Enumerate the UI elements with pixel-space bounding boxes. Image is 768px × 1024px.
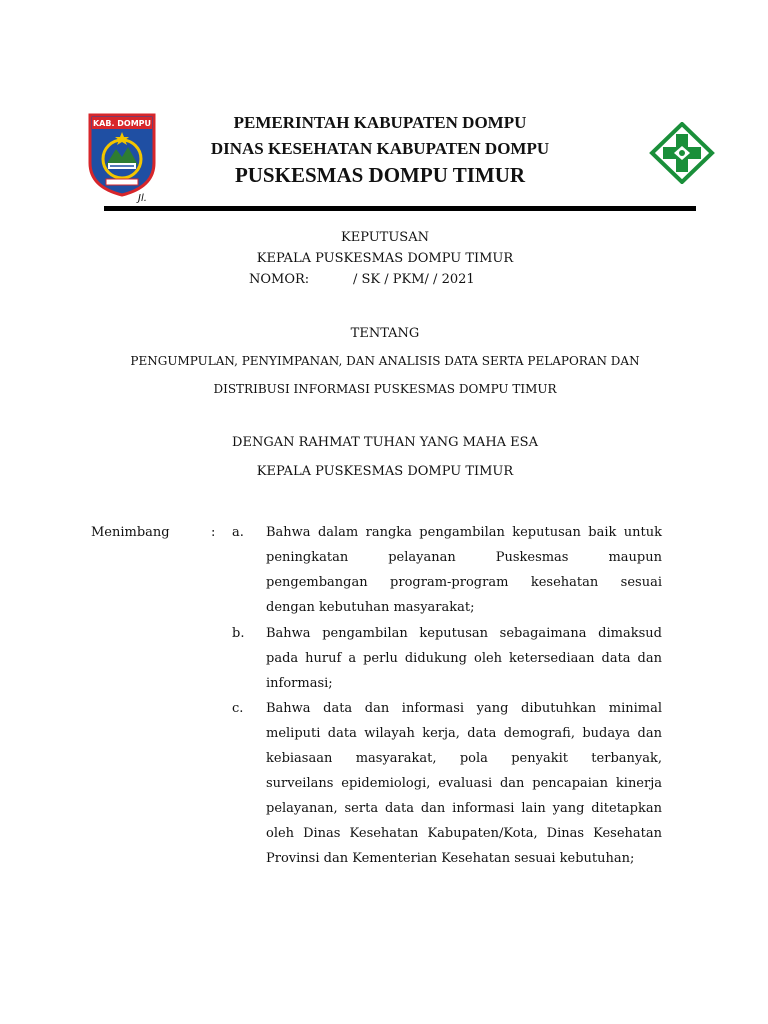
svg-text:KAB. DOMPU: KAB. DOMPU xyxy=(92,119,152,128)
invocation: DENGAN RAHMAT TUHAN YANG MAHA ESA xyxy=(232,435,538,450)
decree-issuer: KEPALA PUSKESMAS DOMPU TIMUR xyxy=(256,251,514,266)
issuer-repeat: KEPALA PUSKESMAS DOMPU TIMUR xyxy=(256,464,514,479)
item-c-letter: c. xyxy=(232,701,244,716)
government-title: PEMERINTAH KABUPATEN DOMPU xyxy=(233,113,527,132)
item-b-line: Bahwa pengambilan keputusan sebagaimana dimaksud xyxy=(266,626,662,641)
puskesmas-title: PUSKESMAS DOMPU TIMUR xyxy=(234,163,526,187)
decree-number-value: / SK / PKM/ / 2021 xyxy=(353,272,475,287)
item-c-line: oleh Dinas Kesehatan Kabupaten/Kota, Dinas Kesehatan xyxy=(266,826,662,841)
subject-line-1: PENGUMPULAN, PENYIMPANAN, DAN ANALISIS DATA SERTA PELAPORAN DAN xyxy=(130,354,640,368)
item-c-line: meliputi data wilayah kerja, data demografi, budaya dan xyxy=(266,726,662,741)
tentang-heading: TENTANG xyxy=(350,326,420,341)
menimbang-colon: : xyxy=(211,525,216,540)
address-note: Jl. xyxy=(138,193,147,204)
menimbang-label: Menimbang xyxy=(91,525,170,540)
item-a-line: Bahwa dalam rangka pengambilan keputusan baik untuk xyxy=(266,525,662,540)
item-b-letter: b. xyxy=(232,626,245,641)
item-b-line: informasi; xyxy=(266,676,333,691)
item-a-line: peningkatan pelayanan Puskesmas maupun xyxy=(266,550,662,565)
item-b-line: pada huruf a perlu didukung oleh ketersediaan data dan xyxy=(266,651,662,666)
decree-number-label: NOMOR: xyxy=(249,272,310,287)
item-c-line: Bahwa data dan informasi yang dibutuhkan minimal xyxy=(266,701,662,716)
item-a-line: dengan kebutuhan masyarakat; xyxy=(266,600,475,615)
item-c-line: pelayanan, serta data dan informasi lain yang ditetapkan xyxy=(266,801,662,816)
decree-number-row xyxy=(249,272,475,287)
item-a-line: pengembangan program-program kesehatan sesuai xyxy=(266,575,662,590)
item-c-line: kebiasaan masyarakat, pola penyakit terbanyak, xyxy=(266,751,662,766)
header-divider xyxy=(104,206,696,211)
subject-line-2: DISTRIBUSI INFORMASI PUSKESMAS DOMPU TIMUR xyxy=(213,382,557,396)
decree-title: KEPUTUSAN xyxy=(341,230,429,245)
kabupaten-dompu-logo xyxy=(86,113,158,197)
item-c-line: Provinsi dan Kementerian Kesehatan sesuai kebutuhan; xyxy=(266,851,635,866)
item-a-letter: a. xyxy=(232,525,244,540)
item-c-line: surveilans epidemiologi, evaluasi dan pencapaian kinerja xyxy=(266,776,662,791)
puskesmas-cross-logo xyxy=(648,122,716,184)
department-title: DINAS KESEHATAN KABUPATEN DOMPU xyxy=(210,139,550,158)
